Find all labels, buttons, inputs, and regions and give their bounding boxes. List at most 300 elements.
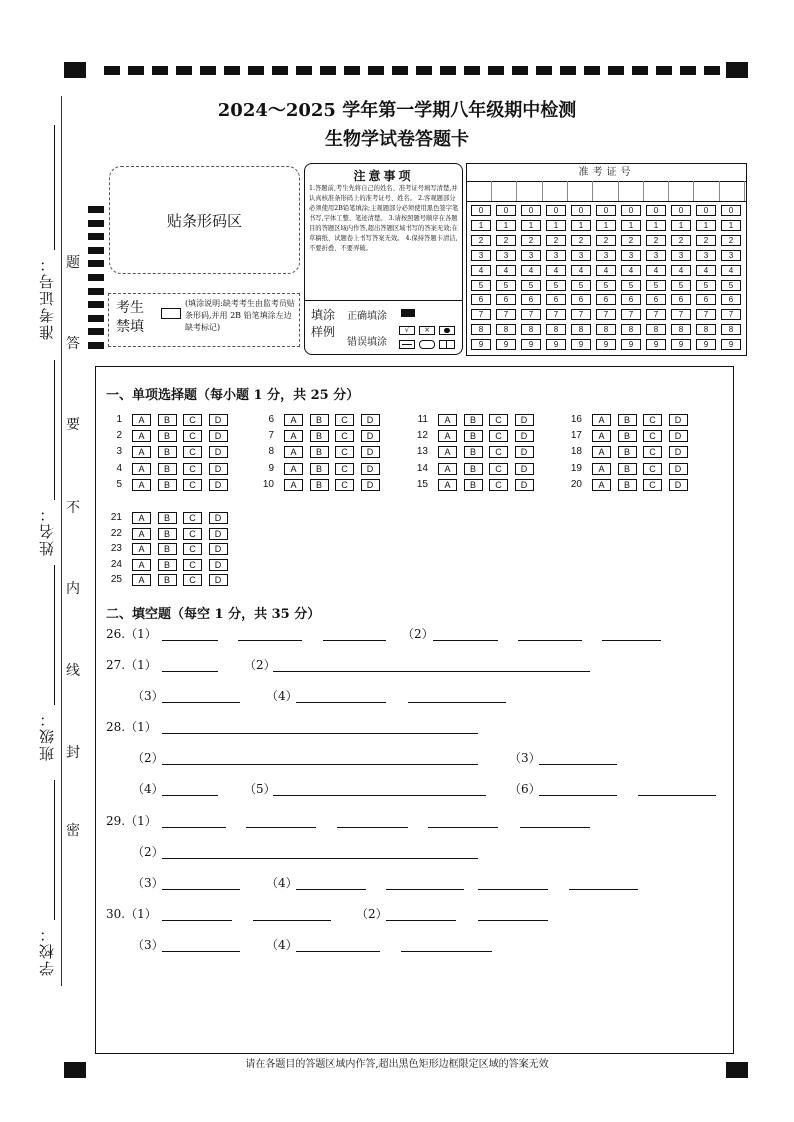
ticket-digit-bubble[interactable]: 8: [546, 324, 566, 335]
ticket-digit-bubble[interactable]: 3: [621, 250, 641, 261]
answer-area: [95, 366, 734, 1054]
option-bubble[interactable]: A: [132, 512, 151, 524]
option-bubble[interactable]: D: [669, 479, 688, 491]
ticket-digit-bubble[interactable]: 2: [621, 235, 641, 246]
option-bubble[interactable]: A: [284, 463, 303, 475]
ticket-digit-bubble[interactable]: 5: [671, 280, 691, 291]
timing-mark: [88, 315, 104, 322]
ticket-digit-bubble[interactable]: 3: [471, 250, 491, 261]
option-bubble[interactable]: C: [183, 446, 202, 458]
ticket-digit-bubble[interactable]: 3: [521, 250, 541, 261]
ticket-write-cell[interactable]: [568, 181, 593, 201]
option-bubble[interactable]: A: [592, 430, 611, 442]
ticket-digit-bubble[interactable]: 1: [471, 220, 491, 231]
school-field[interactable]: [54, 780, 55, 920]
ticket-digit-bubble[interactable]: 3: [546, 250, 566, 261]
option-bubble[interactable]: D: [209, 512, 228, 524]
blank-label: 29.（1）: [106, 814, 157, 828]
ticket-digit-bubble[interactable]: 1: [696, 220, 716, 231]
option-bubble[interactable]: B: [618, 446, 637, 458]
ticket-write-cell[interactable]: [467, 181, 492, 201]
ticket-digit-bubble[interactable]: 9: [721, 339, 741, 350]
option-bubble[interactable]: D: [209, 414, 228, 426]
option-bubble[interactable]: D: [361, 430, 380, 442]
ticket-digit-bubble[interactable]: 4: [521, 265, 541, 276]
option-bubble[interactable]: A: [438, 463, 457, 475]
option-bubble[interactable]: A: [132, 574, 151, 586]
ticket-digit-bubble[interactable]: 5: [621, 280, 641, 291]
ticket-digit-bubble[interactable]: 3: [596, 250, 616, 261]
option-bubble[interactable]: A: [438, 479, 457, 491]
ticket-digit-bubble[interactable]: 4: [496, 265, 516, 276]
ticket-digit-bubble[interactable]: 9: [596, 339, 616, 350]
ticket-digit-bubble[interactable]: 0: [521, 205, 541, 216]
option-bubble[interactable]: C: [183, 528, 202, 540]
question-number: 23: [110, 543, 122, 554]
option-bubble[interactable]: A: [132, 414, 151, 426]
question-number: 21: [110, 512, 122, 523]
ticket-write-cell[interactable]: [720, 181, 745, 201]
timing-mark: [88, 260, 104, 267]
ticket-digit-bubble[interactable]: 6: [546, 294, 566, 305]
answer-blank[interactable]: [162, 640, 218, 641]
ticket-digit-bubble[interactable]: 8: [471, 324, 491, 335]
ticket-digit-bubble[interactable]: 3: [721, 250, 741, 261]
ticket-digit-bubble[interactable]: 0: [546, 205, 566, 216]
ticket-digit-bubble[interactable]: 2: [521, 235, 541, 246]
answer-blank[interactable]: [520, 827, 590, 828]
option-bubble[interactable]: A: [284, 414, 303, 426]
blank-label: （6）: [509, 782, 541, 796]
ticket-digit-bubble[interactable]: 8: [696, 324, 716, 335]
answer-blank[interactable]: [162, 702, 240, 703]
option-bubble[interactable]: B: [158, 543, 177, 555]
ticket-digit-bubble[interactable]: 8: [646, 324, 666, 335]
ticket-digit-bubble[interactable]: 0: [621, 205, 641, 216]
ticket-digit-bubble[interactable]: 8: [721, 324, 741, 335]
option-bubble[interactable]: B: [464, 479, 483, 491]
ticket-digit-bubble[interactable]: 0: [496, 205, 516, 216]
ticket-digit-bubble[interactable]: 2: [471, 235, 491, 246]
seal-char: 封: [66, 745, 80, 761]
option-bubble[interactable]: D: [361, 446, 380, 458]
ticket-write-cell[interactable]: [492, 181, 517, 201]
ticket-digit-bubble[interactable]: 2: [546, 235, 566, 246]
answer-blank[interactable]: [162, 671, 218, 672]
answer-blank[interactable]: [162, 827, 226, 828]
ticket-digit-bubble[interactable]: 1: [621, 220, 641, 231]
ticket-write-cell[interactable]: [518, 181, 543, 201]
ticket-digit-bubble[interactable]: 5: [521, 280, 541, 291]
ticket-digit-bubble[interactable]: 0: [646, 205, 666, 216]
answer-blank[interactable]: [478, 920, 548, 921]
ticket-digit-bubble[interactable]: 6: [646, 294, 666, 305]
ticket-digit-bubble[interactable]: 4: [621, 265, 641, 276]
option-bubble[interactable]: C: [643, 463, 662, 475]
answer-blank[interactable]: [323, 640, 386, 641]
ticket-digit-bubble[interactable]: 4: [471, 265, 491, 276]
option-bubble[interactable]: B: [158, 463, 177, 475]
question-number: 4: [116, 462, 122, 474]
ticket-digit-bubble[interactable]: 8: [596, 324, 616, 335]
name-field[interactable]: [54, 360, 55, 500]
ticket-digit-bubble[interactable]: 7: [521, 309, 541, 320]
answer-blank[interactable]: [408, 702, 506, 703]
option-bubble[interactable]: C: [643, 430, 662, 442]
ticket-digit-bubble[interactable]: 5: [646, 280, 666, 291]
answer-blank[interactable]: [478, 889, 548, 890]
option-bubble[interactable]: D: [515, 446, 534, 458]
option-bubble[interactable]: A: [132, 463, 151, 475]
option-bubble[interactable]: A: [284, 479, 303, 491]
answer-blank[interactable]: [428, 827, 498, 828]
ticket-digit-bubble[interactable]: 6: [621, 294, 641, 305]
ticket-digit-bubble[interactable]: 4: [721, 265, 741, 276]
field-school-label: 学校：: [38, 925, 56, 976]
option-bubble[interactable]: A: [132, 479, 151, 491]
answer-blank[interactable]: [638, 795, 716, 796]
option-bubble[interactable]: C: [335, 430, 354, 442]
option-bubble[interactable]: C: [183, 430, 202, 442]
ticket-digit-bubble[interactable]: 6: [696, 294, 716, 305]
ticket-digit-bubble[interactable]: 2: [721, 235, 741, 246]
option-bubble[interactable]: B: [464, 446, 483, 458]
ticket-digit-bubble[interactable]: 5: [496, 280, 516, 291]
answer-blank[interactable]: [602, 640, 661, 641]
ticket-digit-bubble[interactable]: 3: [646, 250, 666, 261]
option-bubble[interactable]: A: [132, 543, 151, 555]
option-bubble[interactable]: A: [132, 528, 151, 540]
dash-mark: [536, 66, 552, 75]
ticket-digit-bubble[interactable]: 1: [721, 220, 741, 231]
ticket-digit-bubble[interactable]: 1: [521, 220, 541, 231]
ticket-digit-bubble[interactable]: 3: [696, 250, 716, 261]
option-bubble[interactable]: D: [209, 463, 228, 475]
ticket-digit-bubble[interactable]: 7: [671, 309, 691, 320]
ticket-digit-bubble[interactable]: 4: [671, 265, 691, 276]
option-bubble[interactable]: D: [361, 414, 380, 426]
timing-mark: [88, 247, 104, 254]
ticket-digit-bubble[interactable]: 5: [696, 280, 716, 291]
ticket-digit-bubble[interactable]: 3: [671, 250, 691, 261]
ticket-digit-bubble[interactable]: 7: [471, 309, 491, 320]
ticket-digit-bubble[interactable]: 7: [546, 309, 566, 320]
option-bubble[interactable]: D: [209, 528, 228, 540]
ticket-digit-bubble[interactable]: 0: [596, 205, 616, 216]
ticket-digit-bubble[interactable]: 2: [671, 235, 691, 246]
option-bubble[interactable]: B: [158, 559, 177, 571]
option-bubble[interactable]: B: [158, 574, 177, 586]
ticket-write-cell[interactable]: [695, 181, 720, 201]
ticket-digit-bubble[interactable]: 6: [571, 294, 591, 305]
option-bubble[interactable]: C: [183, 543, 202, 555]
option-bubble[interactable]: C: [183, 512, 202, 524]
question-number: 14: [416, 462, 428, 474]
answer-blank[interactable]: [253, 920, 331, 921]
ticket-digit-bubble[interactable]: 8: [621, 324, 641, 335]
ticket-digit-bubble[interactable]: 1: [546, 220, 566, 231]
option-bubble[interactable]: C: [643, 446, 662, 458]
answer-blank[interactable]: [238, 640, 302, 641]
seal-char: 答: [66, 336, 80, 352]
option-bubble[interactable]: D: [361, 463, 380, 475]
ticket-digit-bubble[interactable]: 1: [596, 220, 616, 231]
option-bubble[interactable]: C: [183, 479, 202, 491]
ticket-digit-bubble[interactable]: 2: [646, 235, 666, 246]
ticket-digit-bubble[interactable]: 2: [571, 235, 591, 246]
answer-blank[interactable]: [162, 951, 240, 952]
answer-blank[interactable]: [401, 951, 492, 952]
ticket-digit-bubble[interactable]: 7: [571, 309, 591, 320]
option-bubble[interactable]: B: [464, 414, 483, 426]
option-bubble[interactable]: A: [592, 463, 611, 475]
blank-label: （3）: [132, 876, 164, 890]
ticket-digit-bubble[interactable]: 9: [671, 339, 691, 350]
option-bubble[interactable]: C: [489, 430, 508, 442]
answer-blank[interactable]: [162, 733, 478, 734]
option-bubble[interactable]: B: [158, 479, 177, 491]
ticket-digit-bubble[interactable]: 7: [696, 309, 716, 320]
option-bubble[interactable]: D: [515, 430, 534, 442]
ticket-digit-bubble[interactable]: 1: [646, 220, 666, 231]
option-bubble[interactable]: C: [335, 463, 354, 475]
ticket-digit-bubble[interactable]: 0: [671, 205, 691, 216]
option-bubble[interactable]: B: [158, 430, 177, 442]
answer-blank[interactable]: [296, 889, 366, 890]
ticket-digit-bubble[interactable]: 1: [571, 220, 591, 231]
ticket-digit-bubble[interactable]: 9: [646, 339, 666, 350]
ticket-digit-bubble[interactable]: 7: [721, 309, 741, 320]
option-bubble[interactable]: B: [618, 414, 637, 426]
ticket-digit-bubble[interactable]: 3: [496, 250, 516, 261]
option-bubble[interactable]: B: [618, 479, 637, 491]
option-bubble[interactable]: A: [592, 414, 611, 426]
ticket-digit-bubble[interactable]: 5: [546, 280, 566, 291]
ticket-digit-bubble[interactable]: 9: [546, 339, 566, 350]
answer-blank[interactable]: [162, 795, 218, 796]
answer-blank[interactable]: [386, 889, 464, 890]
answer-blank[interactable]: [337, 827, 408, 828]
ticket-digit-bubble[interactable]: 5: [596, 280, 616, 291]
ticket-digit-bubble[interactable]: 6: [471, 294, 491, 305]
option-bubble[interactable]: D: [209, 430, 228, 442]
option-bubble[interactable]: D: [209, 574, 228, 586]
answer-blank[interactable]: [433, 640, 498, 641]
answer-blank[interactable]: [246, 827, 316, 828]
ticket-digit-bubble[interactable]: 4: [546, 265, 566, 276]
ticket-digit-bubble[interactable]: 9: [621, 339, 641, 350]
ticket-digit-bubble[interactable]: 1: [671, 220, 691, 231]
ticket-digit-bubble[interactable]: 0: [696, 205, 716, 216]
option-bubble[interactable]: A: [592, 446, 611, 458]
answer-blank[interactable]: [162, 858, 478, 859]
dash-mark: [512, 66, 528, 75]
option-bubble[interactable]: A: [438, 430, 457, 442]
option-bubble[interactable]: C: [335, 414, 354, 426]
ticket-write-cell[interactable]: [543, 181, 568, 201]
option-bubble[interactable]: A: [438, 446, 457, 458]
option-bubble[interactable]: D: [361, 479, 380, 491]
answer-blank[interactable]: [273, 795, 486, 796]
option-bubble[interactable]: B: [158, 528, 177, 540]
option-bubble[interactable]: D: [669, 430, 688, 442]
footer-note: 请在各题目的答题区域内作答,超出黑色矩形边框限定区域的答案无效: [245, 1059, 549, 1070]
question-number: 19: [570, 462, 582, 474]
option-bubble[interactable]: C: [489, 463, 508, 475]
option-bubble[interactable]: A: [132, 559, 151, 571]
ticket-digit-bubble[interactable]: 4: [596, 265, 616, 276]
ticket-digit-bubble[interactable]: 8: [521, 324, 541, 335]
option-bubble[interactable]: B: [310, 479, 329, 491]
corner-mark-top-left: [64, 62, 86, 78]
ticket-digit-bubble[interactable]: 6: [496, 294, 516, 305]
answer-blank[interactable]: [296, 702, 386, 703]
ticket-write-cell[interactable]: [644, 181, 669, 201]
ticket-digit-bubble[interactable]: 6: [671, 294, 691, 305]
ticket-digit-bubble[interactable]: 9: [496, 339, 516, 350]
ticket-write-cell[interactable]: [619, 181, 644, 201]
blank-label: （2）: [132, 845, 164, 859]
field-name-label: 姓名：: [38, 505, 56, 556]
dash-mark: [608, 66, 624, 75]
ticket-digit-bubble[interactable]: 8: [496, 324, 516, 335]
option-bubble[interactable]: D: [209, 543, 228, 555]
section1-title: 一、单项选择题（每小题 1 分，共 25 分）: [106, 388, 360, 403]
dash-mark: [296, 66, 312, 75]
option-bubble[interactable]: B: [464, 430, 483, 442]
option-bubble[interactable]: A: [592, 479, 611, 491]
option-bubble[interactable]: D: [669, 463, 688, 475]
option-bubble[interactable]: B: [158, 446, 177, 458]
correct-fill-label: 正确填涂: [347, 311, 387, 322]
option-bubble[interactable]: B: [310, 430, 329, 442]
option-bubble[interactable]: C: [183, 574, 202, 586]
answer-blank[interactable]: [162, 889, 240, 890]
option-bubble[interactable]: B: [310, 463, 329, 475]
option-bubble[interactable]: A: [284, 446, 303, 458]
ticket-digit-bubble[interactable]: 6: [521, 294, 541, 305]
option-bubble[interactable]: B: [158, 414, 177, 426]
option-bubble[interactable]: D: [515, 414, 534, 426]
dash-mark: [440, 66, 456, 75]
ticket-digit-bubble[interactable]: 9: [571, 339, 591, 350]
ticket-write-cell[interactable]: [594, 181, 619, 201]
ticket-digit-bubble[interactable]: 9: [521, 339, 541, 350]
ticket-digit-bubble[interactable]: 8: [571, 324, 591, 335]
class-field[interactable]: [54, 565, 55, 705]
ticket-digit-bubble[interactable]: 7: [496, 309, 516, 320]
ticket-digit-bubble[interactable]: 9: [696, 339, 716, 350]
option-bubble[interactable]: D: [209, 446, 228, 458]
ticket-digit-bubble[interactable]: 4: [696, 265, 716, 276]
option-bubble[interactable]: C: [489, 479, 508, 491]
ticket-write-cell[interactable]: [669, 181, 694, 201]
option-bubble[interactable]: C: [183, 463, 202, 475]
option-bubble[interactable]: C: [183, 559, 202, 571]
seal-char: 不: [66, 500, 80, 516]
ticket-digit-bubble[interactable]: 5: [471, 280, 491, 291]
option-bubble[interactable]: C: [489, 446, 508, 458]
ticket-no-field[interactable]: [54, 125, 55, 250]
option-bubble[interactable]: A: [132, 446, 151, 458]
option-bubble[interactable]: D: [515, 479, 534, 491]
ticket-digit-bubble[interactable]: 1: [496, 220, 516, 231]
answer-blank[interactable]: [162, 764, 478, 765]
examinee-box: [108, 293, 300, 347]
option-bubble[interactable]: D: [669, 446, 688, 458]
option-bubble[interactable]: D: [515, 463, 534, 475]
option-bubble[interactable]: C: [335, 479, 354, 491]
ticket-digit-bubble[interactable]: 7: [646, 309, 666, 320]
ticket-digit-bubble[interactable]: 2: [496, 235, 516, 246]
answer-blank[interactable]: [296, 951, 380, 952]
dash-mark: [200, 66, 216, 75]
option-bubble[interactable]: B: [158, 512, 177, 524]
answer-blank[interactable]: [539, 764, 617, 765]
option-bubble[interactable]: C: [643, 479, 662, 491]
option-bubble[interactable]: B: [618, 463, 637, 475]
ticket-digit-bubble[interactable]: 4: [571, 265, 591, 276]
ticket-digit-bubble[interactable]: 3: [571, 250, 591, 261]
option-bubble[interactable]: C: [183, 414, 202, 426]
ticket-digit-bubble[interactable]: 9: [471, 339, 491, 350]
answer-blank[interactable]: [273, 671, 590, 672]
ticket-digit-bubble[interactable]: 0: [471, 205, 491, 216]
absent-mark-box[interactable]: [161, 308, 181, 319]
ticket-digit-bubble[interactable]: 5: [571, 280, 591, 291]
ticket-digit-bubble[interactable]: 2: [696, 235, 716, 246]
answer-blank[interactable]: [386, 920, 456, 921]
field-class-label: 班级：: [38, 710, 56, 761]
ticket-digit-bubble[interactable]: 0: [721, 205, 741, 216]
ticket-digit-bubble[interactable]: 6: [596, 294, 616, 305]
ticket-digit-bubble[interactable]: 8: [671, 324, 691, 335]
option-bubble[interactable]: A: [132, 430, 151, 442]
option-bubble[interactable]: C: [335, 446, 354, 458]
ticket-digit-bubble[interactable]: 6: [721, 294, 741, 305]
ticket-digit-bubble[interactable]: 7: [596, 309, 616, 320]
option-bubble[interactable]: C: [643, 414, 662, 426]
answer-blank[interactable]: [162, 920, 232, 921]
dash-mark: [128, 66, 144, 75]
question-number: 20: [570, 478, 582, 490]
section2-title: 二、填空题（每空 1 分，共 35 分）: [106, 607, 321, 622]
blank-label: （4）: [266, 876, 298, 890]
option-bubble[interactable]: C: [489, 414, 508, 426]
option-bubble[interactable]: B: [464, 463, 483, 475]
option-bubble[interactable]: B: [618, 430, 637, 442]
option-bubble[interactable]: D: [669, 414, 688, 426]
answer-blank[interactable]: [539, 795, 617, 796]
ticket-digit-bubble[interactable]: 0: [571, 205, 591, 216]
option-bubble[interactable]: B: [310, 446, 329, 458]
answer-blank[interactable]: [518, 640, 582, 641]
option-bubble[interactable]: B: [310, 414, 329, 426]
question-number: 24: [110, 558, 122, 570]
question-number: 9: [268, 462, 274, 474]
ticket-digit-bubble[interactable]: 2: [596, 235, 616, 246]
answer-blank[interactable]: [569, 889, 638, 890]
option-bubble[interactable]: D: [209, 559, 228, 571]
ticket-digit-bubble[interactable]: 7: [621, 309, 641, 320]
barcode-area: [109, 166, 300, 274]
option-bubble[interactable]: A: [438, 414, 457, 426]
ticket-digit-bubble[interactable]: 5: [721, 280, 741, 291]
option-bubble[interactable]: A: [284, 430, 303, 442]
blank-label: （4）: [266, 938, 298, 952]
option-bubble[interactable]: D: [209, 479, 228, 491]
ticket-digit-bubble[interactable]: 4: [646, 265, 666, 276]
